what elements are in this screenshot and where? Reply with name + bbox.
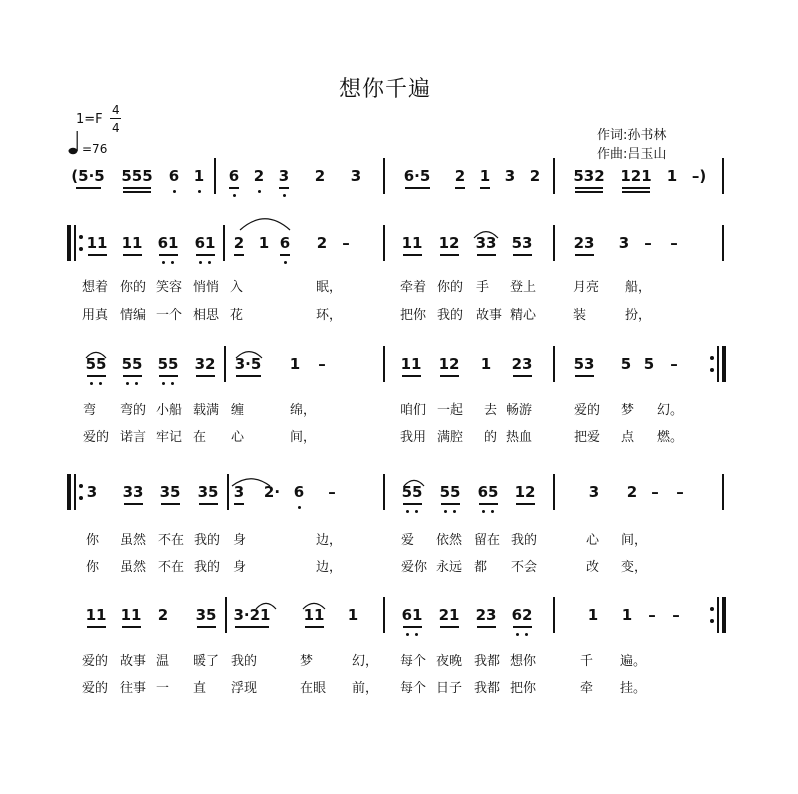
low-octave-dot: [516, 633, 519, 636]
lyric-word: 一: [156, 681, 170, 696]
note: 61: [157, 234, 179, 252]
barline-thick: [67, 474, 71, 510]
underline: [575, 187, 604, 189]
note: –: [670, 234, 678, 252]
low-octave-dot: [415, 633, 418, 636]
low-octave-dot: [491, 510, 494, 513]
barline: [553, 474, 555, 510]
note: –: [672, 606, 680, 624]
note: 555: [121, 167, 153, 185]
key-signature: 1=F: [76, 112, 103, 127]
underline: [575, 254, 594, 256]
lyric-word: 眠，: [316, 280, 343, 295]
low-octave-dot: [415, 510, 418, 513]
lyric-word: 用真: [82, 308, 109, 323]
underline: [513, 254, 532, 256]
lyric-word: 登上: [510, 280, 537, 295]
underline: [455, 187, 465, 189]
lyric-word: 在眼: [300, 681, 327, 696]
lyric-word: 幻。: [657, 403, 684, 418]
underline: [122, 626, 141, 628]
slur-arc: [236, 350, 262, 360]
underline: [440, 254, 459, 256]
lyric-word: 相思: [193, 308, 220, 323]
lyric-word: 故事: [476, 308, 503, 323]
quarter-note-icon: [68, 130, 82, 156]
note: –: [648, 606, 656, 624]
slur-arc: [474, 230, 498, 240]
underline: [279, 187, 289, 189]
note: 532: [573, 167, 605, 185]
slur-arc: [256, 602, 276, 611]
underline: [234, 503, 244, 505]
underline: [197, 626, 216, 628]
lyric-word: 夜晚: [436, 654, 463, 669]
lyric-word: 我的: [511, 533, 538, 548]
lyric-word: 你: [86, 533, 100, 548]
time-signature-top: 4: [112, 103, 120, 117]
note: 35: [195, 606, 217, 624]
lyric-word: 前，: [352, 681, 379, 696]
lyric-word: 扮，: [625, 308, 652, 323]
note: 1: [258, 234, 270, 252]
low-octave-dot: [198, 190, 201, 193]
underline: [305, 626, 324, 628]
note: –: [676, 483, 684, 501]
note: –): [691, 167, 707, 185]
lyric-word: 爱的: [82, 681, 109, 696]
low-octave-dot: [406, 633, 409, 636]
lyric-word: 暖了: [193, 654, 220, 669]
lyric-word: 你的: [437, 280, 464, 295]
lyric-word: 我的: [194, 533, 221, 548]
underline: [87, 626, 106, 628]
note: 2: [529, 167, 541, 185]
note: 1: [289, 355, 301, 373]
note: 23: [573, 234, 595, 252]
note: 35: [197, 483, 219, 501]
slur-arc: [240, 216, 290, 232]
note: 6·5: [403, 167, 431, 185]
note: 3: [588, 483, 600, 501]
note: 11: [86, 234, 108, 252]
lyric-word: 遍。: [620, 654, 647, 669]
note: 2: [253, 167, 265, 185]
underline: [235, 626, 270, 628]
lyric-word: 爱的: [82, 654, 109, 669]
note: 35: [159, 483, 181, 501]
lyric-word: 你: [86, 560, 100, 575]
underline: [199, 503, 218, 505]
lyric-word: 爱: [401, 533, 415, 548]
note: 2: [157, 606, 169, 624]
barline: [383, 597, 385, 633]
lyric-word: 我都: [474, 654, 501, 669]
lyric-word: 燃。: [657, 430, 684, 445]
low-octave-dot: [99, 382, 102, 385]
slur-arc: [232, 477, 270, 488]
note: 2: [454, 167, 466, 185]
underline: [403, 626, 422, 628]
note: 2: [626, 483, 638, 501]
lyric-word: 故事: [120, 654, 147, 669]
note: 1: [479, 167, 491, 185]
underline: [234, 254, 244, 256]
lyric-word: 虽然: [120, 560, 147, 575]
note: 2: [233, 234, 245, 252]
repeat-dot: [710, 356, 714, 360]
underline: [196, 375, 215, 377]
lyric-word: 把你: [510, 681, 537, 696]
low-octave-dot: [171, 261, 174, 264]
note: 62: [511, 606, 533, 624]
lyric-word: 小船: [156, 403, 183, 418]
lyric-word: 热血: [506, 430, 533, 445]
low-octave-dot: [482, 510, 485, 513]
underline: [516, 503, 535, 505]
note: 3·5: [234, 355, 262, 373]
underline: [403, 503, 422, 505]
underline: [159, 254, 178, 256]
lyric-word: 一起: [437, 403, 464, 418]
underline: [513, 375, 532, 377]
note: 11: [121, 234, 143, 252]
note: 11: [400, 355, 422, 373]
lyric-word: 不在: [158, 560, 185, 575]
note: 3·21: [233, 606, 271, 624]
lyric-word: 牢记: [156, 430, 183, 445]
lyric-word: 牵: [580, 681, 594, 696]
note: 6: [168, 167, 180, 185]
barline: [717, 346, 719, 382]
underline: [575, 191, 604, 193]
note: 12: [438, 234, 460, 252]
note: 32: [194, 355, 216, 373]
lyricist-credit: 作词:孙书林: [597, 128, 667, 143]
lyric-word: 我用: [400, 430, 427, 445]
lyric-word: 咱们: [400, 403, 427, 418]
lyric-word: 幻，: [352, 654, 379, 669]
lyric-word: 入: [230, 280, 244, 295]
underline: [159, 375, 178, 377]
lyric-word: 牵着: [400, 280, 427, 295]
note: 11: [401, 234, 423, 252]
lyric-word: 载满: [193, 403, 220, 418]
note: 3: [350, 167, 362, 185]
note: 21: [438, 606, 460, 624]
note: 61: [194, 234, 216, 252]
time-signature-bottom: 4: [112, 121, 120, 135]
lyric-word: 每个: [400, 654, 427, 669]
lyric-word: 悄悄: [193, 280, 220, 295]
note: 23: [475, 606, 497, 624]
barline: [553, 597, 555, 633]
note: 55: [85, 355, 107, 373]
low-octave-dot: [444, 510, 447, 513]
underline: [403, 254, 422, 256]
lyric-word: 一个: [156, 308, 183, 323]
note: 1: [666, 167, 678, 185]
underline: [123, 187, 152, 189]
low-octave-dot: [298, 506, 301, 509]
lyric-word: 精心: [510, 308, 537, 323]
slur-arc: [303, 602, 325, 611]
note: 6: [228, 167, 240, 185]
underline: [280, 254, 290, 256]
lyric-word: 心: [231, 430, 245, 445]
lyric-word: 留在: [474, 533, 501, 548]
note: 1: [193, 167, 205, 185]
barline: [553, 225, 555, 261]
lyric-word: 我的: [437, 308, 464, 323]
note: 61: [401, 606, 423, 624]
barline-thick: [67, 225, 71, 261]
lyric-word: 日子: [436, 681, 463, 696]
slur-arc: [404, 479, 424, 488]
note: 121: [620, 167, 652, 185]
lyric-word: 梦: [621, 403, 635, 418]
underline: [477, 626, 496, 628]
note: 1: [480, 355, 492, 373]
lyric-word: 畅游: [506, 403, 533, 418]
barline: [383, 225, 385, 261]
low-octave-dot: [453, 510, 456, 513]
underline: [575, 375, 594, 377]
underline: [196, 254, 215, 256]
repeat-dot: [710, 619, 714, 623]
note: –: [651, 483, 659, 501]
underline: [124, 503, 143, 505]
low-octave-dot: [406, 510, 409, 513]
note: 33: [122, 483, 144, 501]
lyric-word: 我的: [194, 560, 221, 575]
tempo-marking: =76: [82, 142, 108, 156]
barline: [722, 158, 724, 194]
lyric-word: 月亮: [573, 280, 600, 295]
lyric-word: 都: [474, 560, 488, 575]
lyric-word: 爱的: [574, 403, 601, 418]
lyric-word: 心: [586, 533, 600, 548]
lyric-word: 爱你: [401, 560, 428, 575]
underline: [622, 191, 651, 193]
underline: [161, 503, 180, 505]
time-signature-line: [110, 118, 121, 119]
underline: [441, 503, 460, 505]
note: 12: [514, 483, 536, 501]
lyric-word: 变，: [621, 560, 648, 575]
slur-arc: [86, 351, 106, 360]
lyric-word: 不在: [158, 533, 185, 548]
note: –: [328, 483, 336, 501]
lyric-word: 绵，: [290, 403, 317, 418]
underline: [477, 254, 496, 256]
low-octave-dot: [173, 190, 176, 193]
note: 2: [314, 167, 326, 185]
lyric-word: 想你: [510, 654, 537, 669]
note: 3: [233, 483, 245, 501]
note: 11: [303, 606, 325, 624]
note: 53: [573, 355, 595, 373]
note: 53: [511, 234, 533, 252]
lyric-word: 千: [580, 654, 594, 669]
lyric-word: 我都: [474, 681, 501, 696]
lyric-word: 点: [621, 430, 635, 445]
low-octave-dot: [284, 261, 287, 264]
lyric-word: 间，: [290, 430, 317, 445]
barline-thick: [722, 597, 726, 633]
barline: [74, 225, 76, 261]
lyric-word: 温: [156, 654, 170, 669]
lyric-word: 往事: [120, 681, 147, 696]
underline: [229, 187, 239, 189]
lyric-word: 浮现: [231, 681, 258, 696]
low-octave-dot: [283, 194, 286, 197]
note: 6: [293, 483, 305, 501]
lyric-word: 满腔: [437, 430, 464, 445]
lyric-word: 改: [586, 560, 600, 575]
lyric-word: 每个: [400, 681, 427, 696]
underline: [87, 375, 106, 377]
barline: [553, 346, 555, 382]
low-octave-dot: [90, 382, 93, 385]
lyric-word: 你的: [120, 280, 147, 295]
lyric-word: 笑容: [156, 280, 183, 295]
lyric-word: 永远: [436, 560, 463, 575]
note: 55: [401, 483, 423, 501]
note: 1: [621, 606, 633, 624]
note: 3: [504, 167, 516, 185]
note: 12: [438, 355, 460, 373]
lyric-word: 弯: [83, 403, 97, 418]
note: 55: [439, 483, 461, 501]
note: 33: [475, 234, 497, 252]
low-octave-dot: [126, 382, 129, 385]
note: 1: [587, 606, 599, 624]
underline: [622, 187, 651, 189]
note: 55: [157, 355, 179, 373]
lyric-word: 间，: [621, 533, 648, 548]
song-title: 想你千遍: [338, 77, 431, 102]
note: 3: [86, 483, 98, 501]
lyric-word: 在: [193, 430, 207, 445]
underline: [440, 626, 459, 628]
lyric-word: 我的: [231, 654, 258, 669]
note: 1: [347, 606, 359, 624]
note: 23: [511, 355, 533, 373]
note: –: [644, 234, 652, 252]
note: –: [670, 355, 678, 373]
low-octave-dot: [258, 190, 261, 193]
note: 11: [120, 606, 142, 624]
barline: [717, 597, 719, 633]
lyric-word: 身: [233, 560, 247, 575]
note: 3: [618, 234, 630, 252]
underline: [405, 187, 430, 189]
lyric-word: 把爱: [574, 430, 601, 445]
barline: [722, 474, 724, 510]
underline: [88, 254, 107, 256]
lyric-word: 情编: [120, 308, 147, 323]
low-octave-dot: [171, 382, 174, 385]
lyric-word: 梦: [300, 654, 314, 669]
note: 3: [278, 167, 290, 185]
underline: [123, 191, 152, 193]
underline: [479, 503, 498, 505]
underline: [123, 375, 142, 377]
lyric-word: 诺言: [120, 430, 147, 445]
note: 65: [477, 483, 499, 501]
lyric-word: 装: [573, 308, 587, 323]
lyric-word: 爱的: [83, 430, 110, 445]
note: 2: [316, 234, 328, 252]
note: –: [318, 355, 326, 373]
underline: [402, 375, 421, 377]
note: 11: [85, 606, 107, 624]
lyric-word: 身: [233, 533, 247, 548]
lyric-word: 船，: [625, 280, 652, 295]
barline: [383, 158, 385, 194]
lyric-word: 直: [193, 681, 207, 696]
barline-thick: [722, 346, 726, 382]
low-octave-dot: [162, 261, 165, 264]
note: –: [342, 234, 350, 252]
note: 5: [643, 355, 655, 373]
repeat-dot: [710, 368, 714, 372]
lyric-word: 花: [230, 308, 244, 323]
low-octave-dot: [525, 633, 528, 636]
note: 55: [121, 355, 143, 373]
low-octave-dot: [135, 382, 138, 385]
lyric-word: 虽然: [120, 533, 147, 548]
lyric-word: 环，: [316, 308, 343, 323]
repeat-dot: [710, 607, 714, 611]
lyric-word: 边，: [316, 533, 343, 548]
composer-credit: 作曲:吕玉山: [597, 147, 667, 162]
barline: [722, 225, 724, 261]
lyric-word: 缠: [231, 403, 245, 418]
note: 6: [279, 234, 291, 252]
lyric-word: 不会: [511, 560, 538, 575]
lyric-word: 去: [484, 403, 498, 418]
note: 2·: [263, 483, 281, 501]
underline: [123, 254, 142, 256]
lyric-word: 想着: [82, 280, 109, 295]
lyric-word: 挂。: [620, 681, 647, 696]
barline: [383, 346, 385, 382]
lyric-word: 把你: [400, 308, 427, 323]
lyric-word: 边，: [316, 560, 343, 575]
note: 5: [620, 355, 632, 373]
low-octave-dot: [199, 261, 202, 264]
barline: [383, 474, 385, 510]
underline: [236, 375, 261, 377]
low-octave-dot: [162, 382, 165, 385]
lyric-word: 依然: [436, 533, 463, 548]
underline: [513, 626, 532, 628]
underline: [440, 375, 459, 377]
low-octave-dot: [233, 194, 236, 197]
note: (5·5: [71, 167, 105, 185]
underline: [480, 187, 490, 189]
lyric-word: 手: [476, 280, 490, 295]
underline: [76, 187, 101, 189]
low-octave-dot: [208, 261, 211, 264]
lyric-word: 的: [484, 430, 498, 445]
lyric-word: 弯的: [120, 403, 147, 418]
